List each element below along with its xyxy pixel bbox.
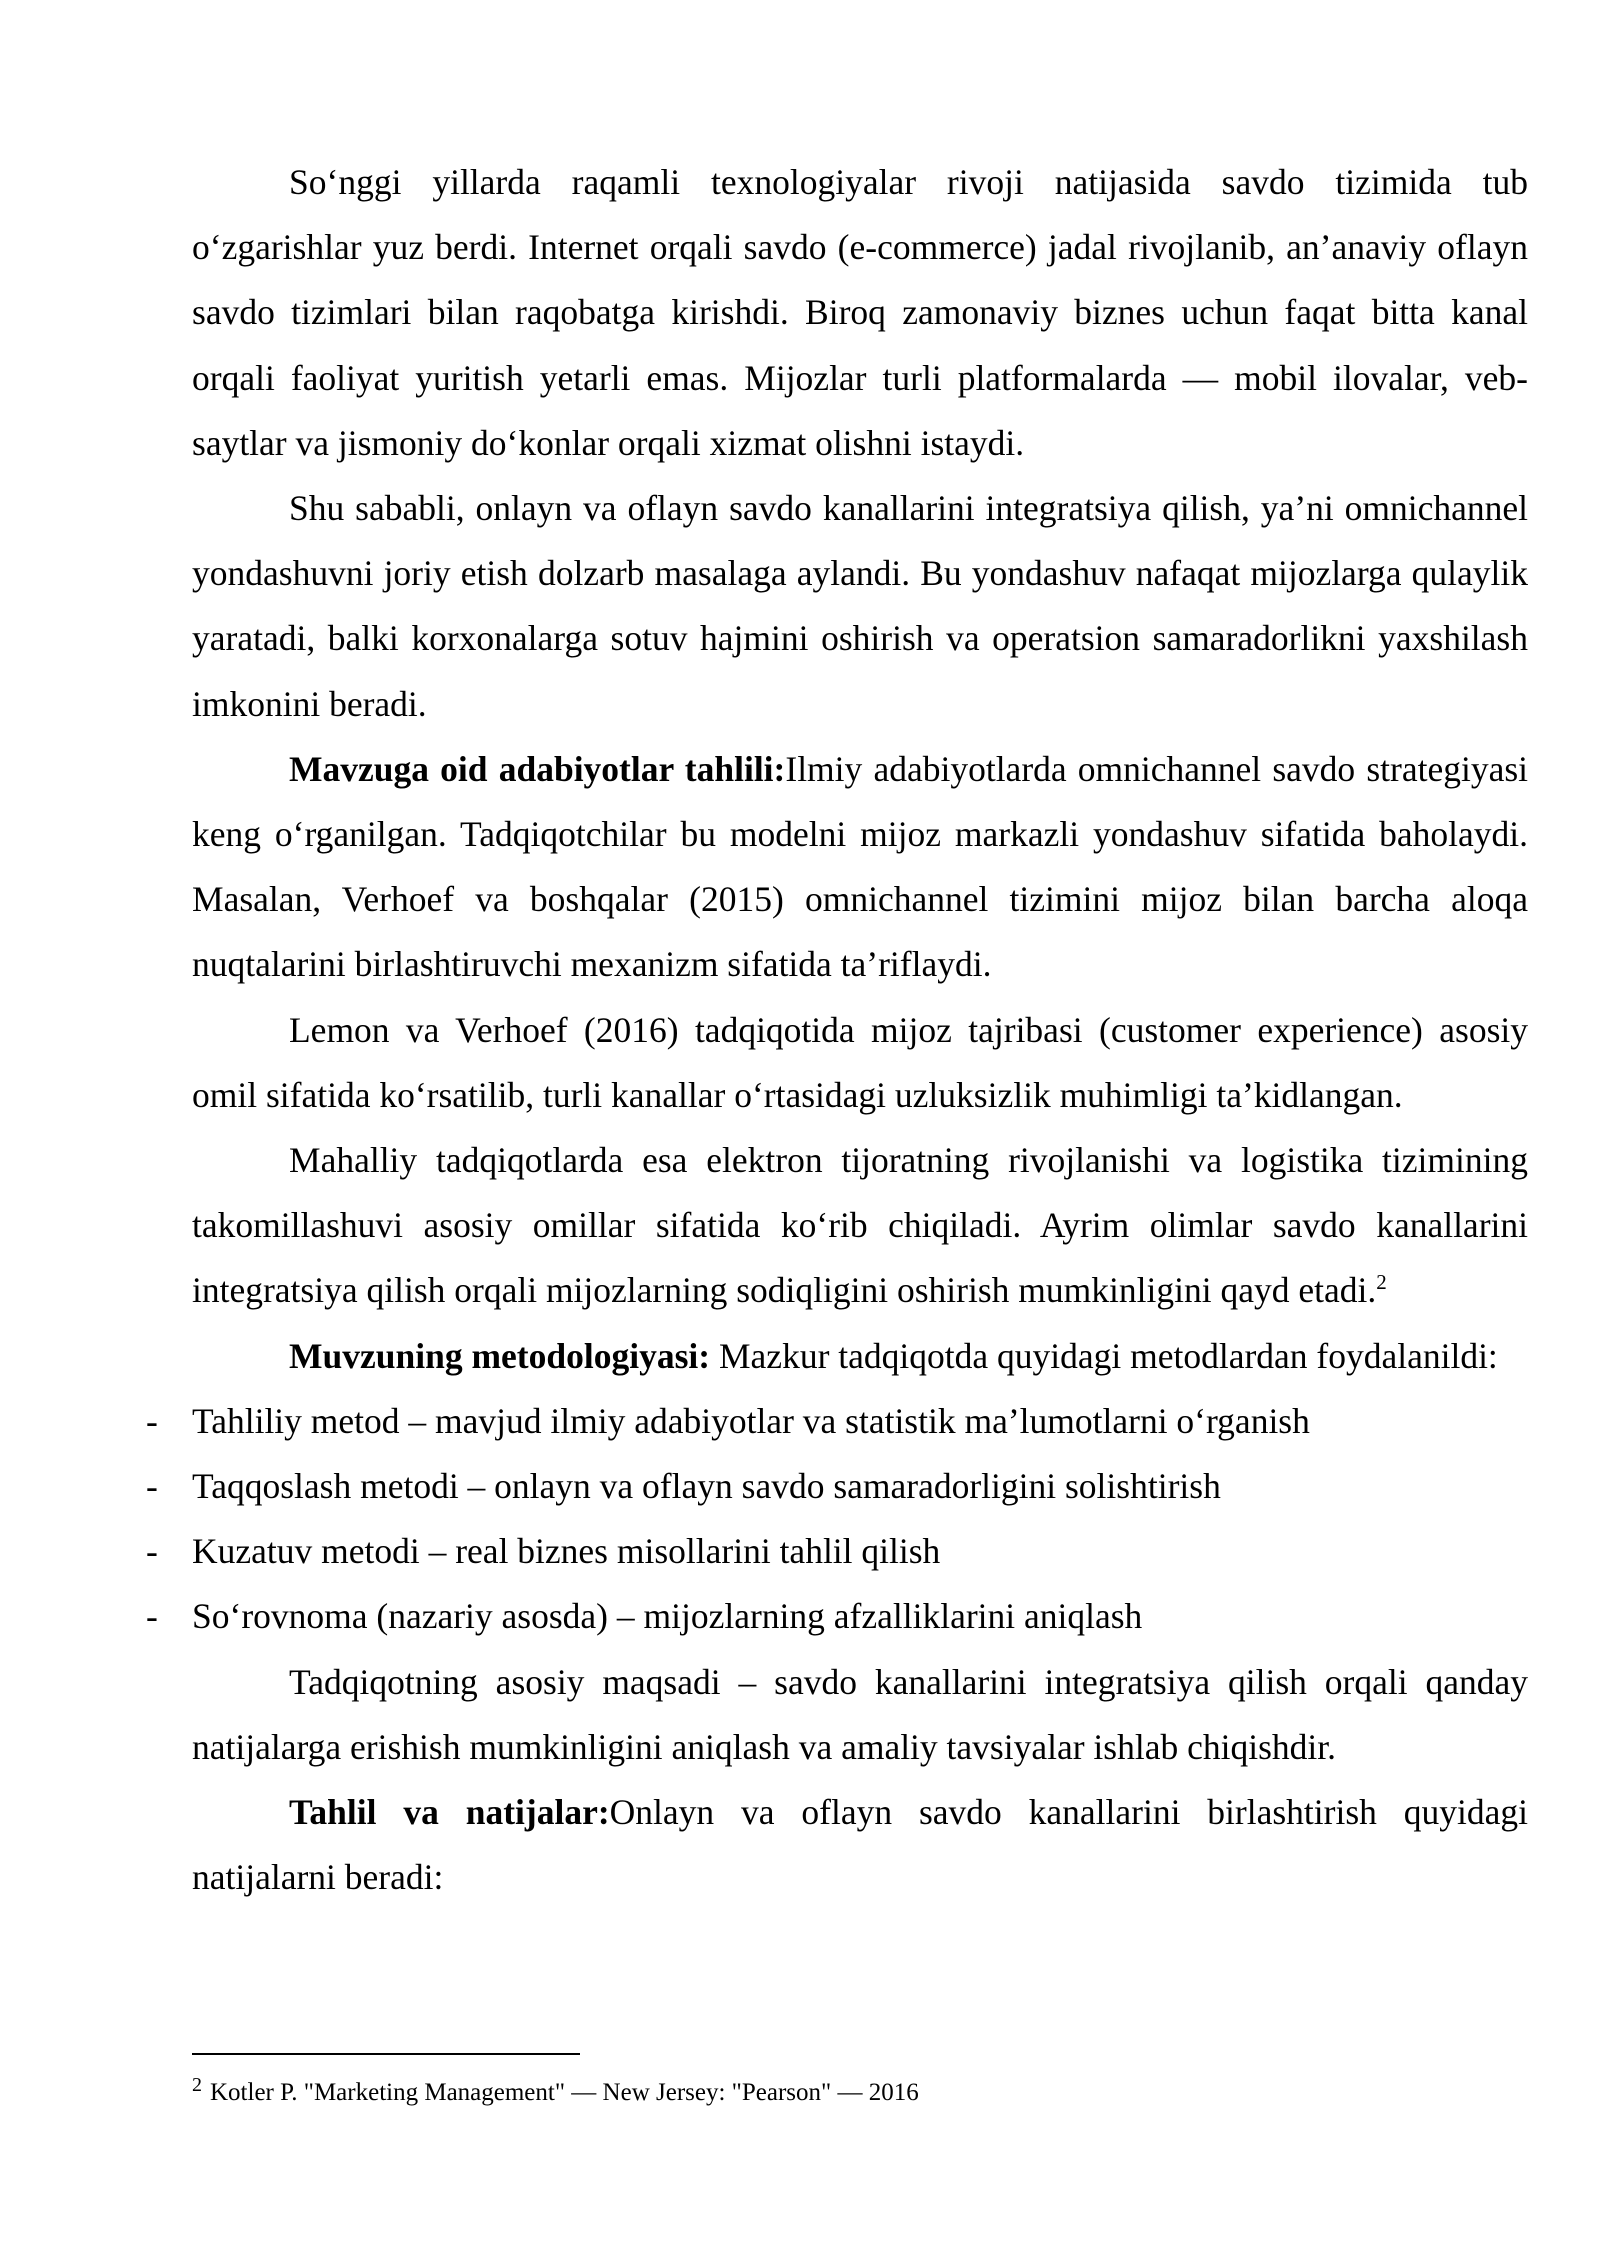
paragraph-methodology: [192, 1324, 1528, 1389]
list-item-text: So‘rovnoma (nazariy asosda) – mijozlarning afzalliklarini aniqlash: [192, 1596, 1143, 1637]
local-research-text: Mahalliy tadqiqotlarda esa elektron tijoratning rivojlanishi va logistika tizimining takomillashuvi asosiy omillar sifatida ko‘rib chiqiladi. Ayrim olimlar savdo kanallarini integratsiya qilish orqali mijozlarning sodiqligini oshirish mumkinligini qayd etadi.: [192, 1140, 1528, 1311]
document-body: [146, 150, 1529, 1910]
dash-bullet: -: [146, 1400, 158, 1441]
list-item: [146, 1519, 1528, 1584]
dash-bullet: -: [146, 1531, 158, 1572]
methodology-text: Mazkur tadqiqotda quyidagi metodlardan foydalanildi:: [710, 1335, 1498, 1376]
list-item-text: Kuzatuv metodi – real biznes misollarini tahlil qilish: [192, 1531, 941, 1572]
paragraph-results: [192, 1780, 1528, 1910]
list-item-text: Tahliliy metod – mavjud ilmiy adabiyotlar va statistik ma’lumotlarni o‘rganish: [192, 1400, 1310, 1441]
methods-list: [146, 1389, 1528, 1650]
paragraph-literature-review: [192, 737, 1528, 998]
paragraph-omnichannel: Shu sababli, onlayn va oflayn savdo kanallarini integratsiya qilish, ya’ni omnichannel yondashuvni joriy etish dolzarb masalaga aylandi. Bu yondashuv nafaqat mijozlarga qulaylik yaratadi, balki korxonalarga sotuv hajmini oshirish va operatsion samaradorlikni yaxshilash imkonini beradi.: [192, 488, 1528, 724]
results-text: Onlayn va oflayn savdo kanallarini birlashtirish quyidagi natijalarni beradi:: [192, 1792, 1528, 1898]
list-item: [146, 1584, 1528, 1649]
heading-literature-review: Mavzuga oid adabiyotlar tahlili:: [289, 748, 786, 789]
footnote-number: 2: [192, 2074, 202, 2096]
dash-bullet: -: [146, 1466, 158, 1507]
list-item: [146, 1389, 1528, 1454]
paragraph-local-research: [192, 1128, 1528, 1324]
paragraph-lemon-verhoef: Lemon va Verhoef (2016) tadqiqotida mijoz tajribasi (customer experience) asosiy omil sifatida ko‘rsatilib, turli kanallar o‘rtasidagi uzluksizlik muhimligi ta’kidlangan.: [192, 1009, 1528, 1115]
footnote-divider: [192, 2053, 580, 2055]
list-item-text: Taqqoslash metodi – onlayn va oflayn savdo samaradorligini solishtirish: [192, 1466, 1221, 1507]
paragraph-research-goal: Tadqiqotning asosiy maqsadi – savdo kanallarini integratsiya qilish orqali qanday natijalarga erishish mumkinligini aniqlash va amaliy tavsiyalar ishlab chiqishdir.: [192, 1661, 1528, 1767]
footnote-text: Kotler P. "Marketing Management" — New Jersey: "Pearson" — 2016: [210, 2079, 919, 2106]
footnote-reference[interactable]: 2: [1376, 1270, 1387, 1295]
literature-review-text: Ilmiy adabiyotlarda omnichannel savdo strategiyasi keng o‘rganilgan. Tadqiqotchilar bu modelni mijoz markazli yondashuv sifatida baholaydi. Masalan, Verhoef va boshqalar (2015) omnichannel tizimini mijoz bilan barcha aloqa nuqtalarini birlashtiruvchi mexanizm sifatida ta’riflaydi.: [192, 748, 1529, 985]
list-item: [146, 1454, 1528, 1519]
footnote: [192, 2076, 1528, 2110]
paragraph-intro: So‘nggi yillarda raqamli texnologiyalar rivoji natijasida savdo tizimida tub o‘zgarishlar yuz berdi. Internet orqali savdo (e-commerce) jadal rivojlanib, an’anaviy oflayn savdo tizimlari bilan raqobatga kirishdi. Biroq zamonaviy biznes uchun faqat bitta kanal orqali faoliyat yuritish yetarli emas. Mijozlar turli platformalarda — mobil ilovalar, veb-saytlar va jismoniy do‘konlar orqali xizmat olishni istaydi.: [192, 162, 1528, 463]
heading-methodology: Muvzuning metodologiyasi:: [289, 1335, 711, 1376]
heading-results: Tahlil va natijalar:: [289, 1792, 610, 1833]
dash-bullet: -: [146, 1596, 158, 1637]
